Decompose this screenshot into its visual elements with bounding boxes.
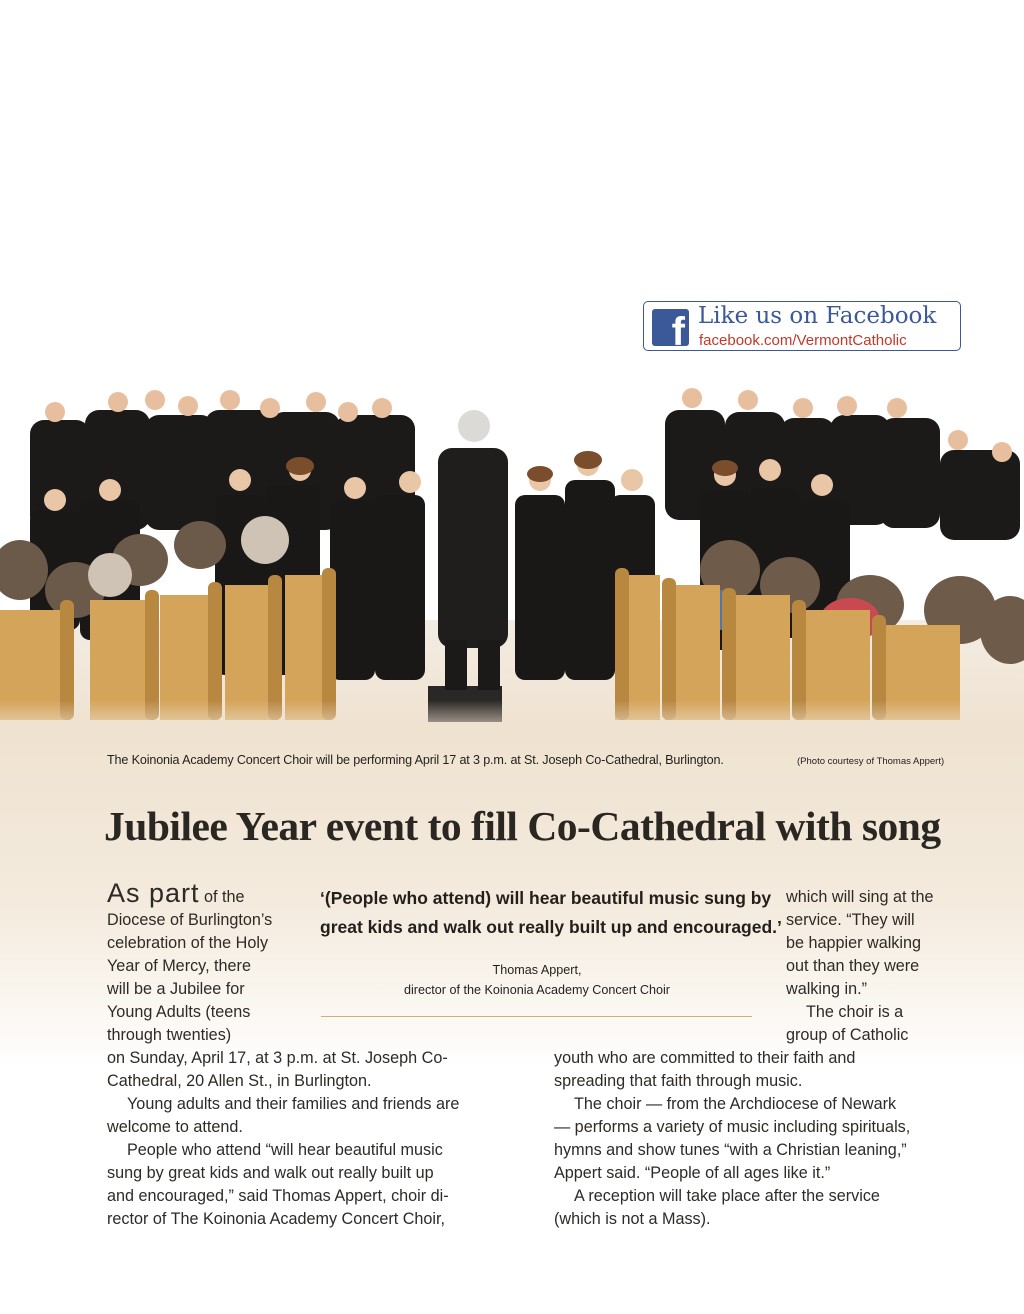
article-line: Year of Mercy, there xyxy=(107,957,251,975)
article-line: and encouraged,” said Thomas Appert, choir di- xyxy=(107,1187,449,1205)
article-line: hymns and show tunes “with a Christian leaning,” xyxy=(554,1141,907,1159)
article-line: Appert said. “People of all ages like it.” xyxy=(554,1164,831,1182)
pull-quote-divider xyxy=(321,1016,752,1017)
article-line: People who attend “will hear beautiful music xyxy=(127,1141,443,1159)
pull-quote-line: great kids and walk out really built up and encouraged.’ xyxy=(320,917,782,937)
pull-quote xyxy=(320,884,782,942)
article-line: The choir is a xyxy=(806,1003,904,1021)
article-line: on Sunday, April 17, at 3 p.m. at St. Joseph Co- xyxy=(107,1049,448,1067)
article-line: A reception will take place after the service xyxy=(574,1187,880,1205)
article-line: walking in.” xyxy=(786,980,867,998)
pull-quote-line: ‘(People who attend) will hear beautiful music sung by xyxy=(320,888,772,908)
facebook-title: Like us on Facebook xyxy=(698,303,937,329)
attribution-title: director of the Koinonia Academy Concert Choir xyxy=(403,983,670,997)
choir-photo xyxy=(0,370,1024,740)
article-line: youth who are committed to their faith and xyxy=(554,1049,856,1067)
article-line: will be a Jubilee for xyxy=(107,980,245,998)
photo-caption: The Koinonia Academy Concert Choir will be performing April 17 at 3 p.m. at St. Joseph Co-Cathedral, Burlington. xyxy=(107,753,724,767)
article-column-1-wide xyxy=(107,1047,459,1231)
article-line: welcome to attend. xyxy=(107,1118,243,1136)
article-column-2-wide xyxy=(554,1047,910,1231)
article-line: service. “They will xyxy=(786,911,915,929)
article-line: rector of The Koinonia Academy Concert Choir, xyxy=(107,1210,446,1228)
facebook-badge[interactable] xyxy=(643,301,961,351)
lead-in: As part xyxy=(107,878,200,908)
article-line: spreading that faith through music. xyxy=(554,1072,803,1090)
article-line: The choir — from the Archdiocese of Newark xyxy=(574,1095,897,1113)
article-column-1-top xyxy=(107,878,245,909)
article-line: Young adults and their families and friends are xyxy=(127,1095,460,1113)
attribution-name: Thomas Appert, xyxy=(492,963,582,977)
article-line: (which is not a Mass). xyxy=(554,1210,711,1228)
article-line: be happier walking xyxy=(786,934,921,952)
article-line: As part of the xyxy=(107,878,245,908)
article-headline: Jubilee Year event to fill Co-Cathedral with song xyxy=(104,803,941,849)
article-line: Young Adults (teens xyxy=(107,1003,251,1021)
article-column-1-narrow xyxy=(107,909,272,1047)
article-line: sung by great kids and walk out really built up xyxy=(107,1164,434,1182)
article-line: out than they were xyxy=(786,957,920,975)
article-line: celebration of the Holy xyxy=(107,934,269,952)
photo-credit: (Photo courtesy of Thomas Appert) xyxy=(797,756,945,767)
article-line: group of Catholic xyxy=(786,1026,909,1044)
article-line: Cathedral, 20 Allen St., in Burlington. xyxy=(107,1072,372,1090)
facebook-icon: f xyxy=(652,309,689,346)
facebook-url-link[interactable]: facebook.com/VermontCatholic xyxy=(699,332,907,349)
pull-quote-attribution xyxy=(320,960,754,1000)
article-line: — performs a variety of music including spirituals, xyxy=(554,1118,911,1136)
article-line: which will sing at the xyxy=(786,888,934,906)
article-line: through twenties) xyxy=(107,1026,232,1044)
article-line: Diocese of Burlington’s xyxy=(107,911,273,929)
article-column-2-narrow xyxy=(786,886,934,1047)
